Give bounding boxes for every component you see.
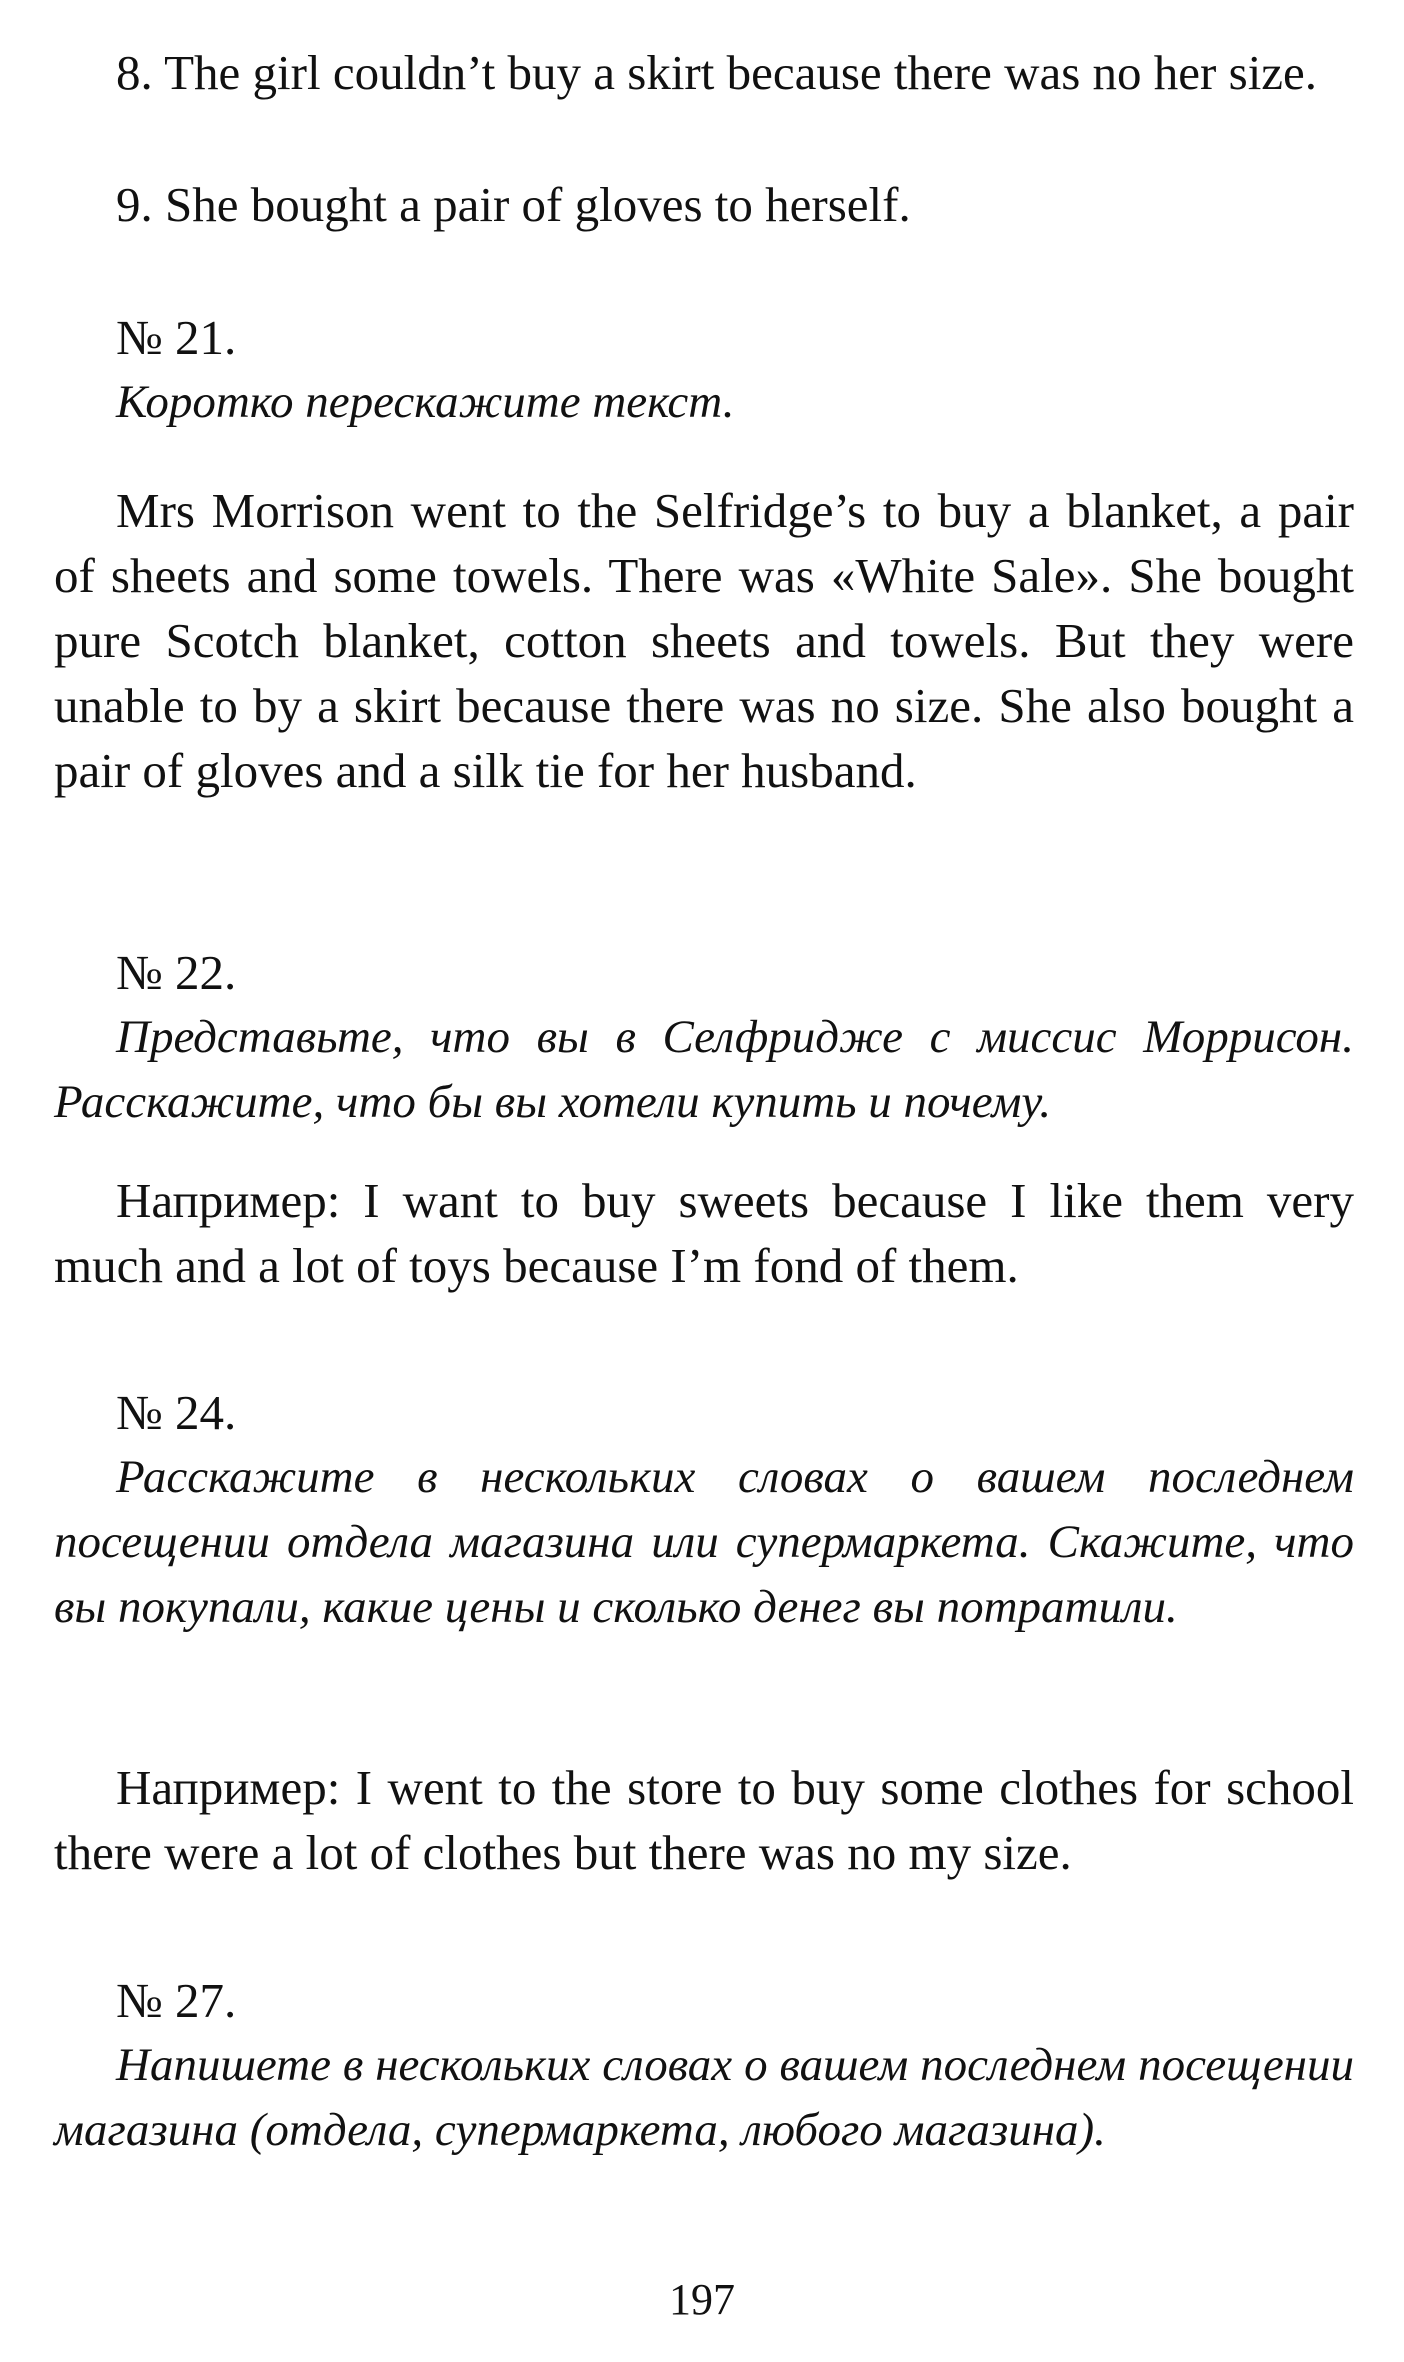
exercise-21-number: № 21. (116, 310, 237, 365)
exercise-21-text: Mrs Morrison went to the Selfridge’s to buy a blanket, a pair of sheets and some towels. There was «White Sale». She bought pure Scotch blanket, cotton sheets and towels. But they were unable to by a skirt because there was no size. She also bought a pair of gloves and a silk tie for her husband. (54, 483, 1354, 798)
exercise-24-number: № 24. (116, 1385, 237, 1440)
exercise-22-answer: Например: I want to buy sweets because I like them very much and a lot of toys because I’m fond of them. (54, 1173, 1354, 1293)
exercise-22-number: № 22. (116, 945, 237, 1000)
exercise-24-answer: Например: I went to the store to buy some clothes for school there were a lot of clothes but there was no my size. (54, 1760, 1354, 1880)
exercise-24-task: Расскажите в нескольких словах о вашем последнем посещении отдела магазина или супермаркета. Скажите, что вы покупали, какие цены и сколько денег вы потратили. (54, 1451, 1354, 1633)
exercise-22-task: Представьте, что вы в Селфридже с миссис Моррисон. Расскажите, что бы вы хотели купить и почему. (54, 1011, 1354, 1128)
exercise-27-task: Напишете в нескольких словах о вашем последнем посещении магазина (отдела, супермаркета, любого магазина). (54, 2039, 1354, 2156)
exercise-27-number: № 27. (116, 1973, 237, 2028)
answer-item-9: 9. She bought a pair of gloves to herself. (116, 177, 911, 232)
exercise-21-task: Коротко перескажите текст. (116, 376, 735, 428)
answer-item-8: 8. The girl couldn’t buy a skirt because there was no her size. (116, 45, 1318, 100)
page-number: 197 (669, 2275, 735, 2324)
